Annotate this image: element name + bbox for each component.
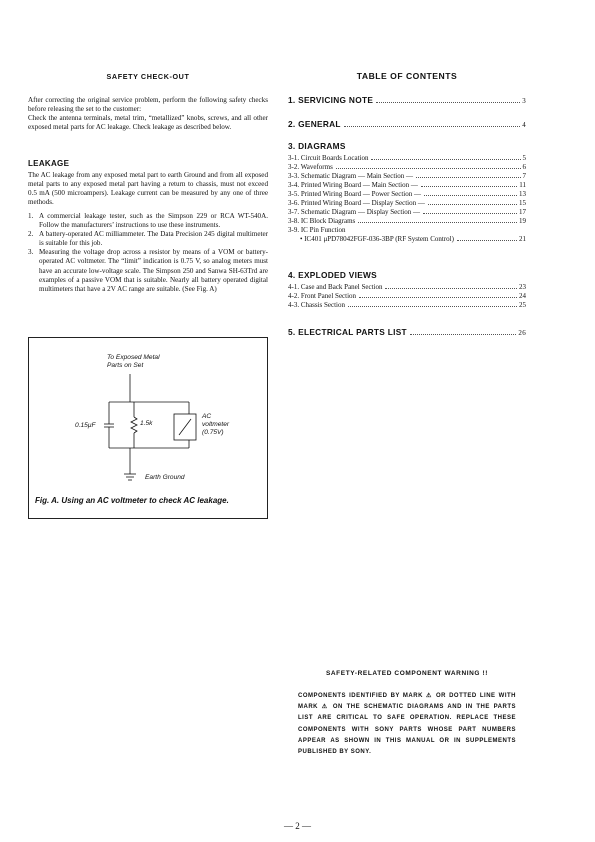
toc-entry-label: 1. SERVICING NOTE <box>288 95 374 105</box>
toc-entry[interactable] <box>288 190 526 199</box>
page-number: — 2 — <box>284 821 311 831</box>
method-number: 3. <box>28 248 34 257</box>
method-item <box>28 248 268 293</box>
toc-entry-label: 2. GENERAL <box>288 119 341 129</box>
toc-entry[interactable] <box>288 172 526 181</box>
toc-page-number: 21 <box>519 235 526 243</box>
toc-leader <box>421 186 517 187</box>
safety-check-text: Check the antenna terminals, metal trim, “metallized” knobs, screws, and all other exposed metal parts for AC leakage. Check leakage as described below. <box>28 114 268 132</box>
resistor-label: 1.5k <box>140 420 153 427</box>
capacitor-label: 0.15μF <box>75 422 96 429</box>
toc-leader <box>410 334 516 335</box>
figure-top-label-line1: To Exposed Metal <box>107 354 160 361</box>
toc-page-number: 11 <box>519 181 526 189</box>
toc-leader <box>358 222 517 223</box>
toc-entry[interactable] <box>288 199 526 208</box>
meter-label <box>202 413 229 437</box>
toc-entry[interactable] <box>288 301 526 310</box>
toc-entry[interactable] <box>288 163 526 172</box>
toc-entry-label: 3-2. Waveforms <box>288 163 333 171</box>
toc-leader <box>385 288 517 289</box>
safety-intro-text: After correcting the original service problem, perform the following safety checks before releasing the set to the customer: <box>28 96 268 114</box>
toc-entry[interactable] <box>288 292 526 301</box>
toc-entry-label: 3-8. IC Block Diagrams <box>288 217 356 225</box>
toc-leader <box>423 213 517 214</box>
toc-page-number: 24 <box>519 292 526 300</box>
figure-a-box <box>28 337 268 519</box>
toc-entry-label: 3-7. Schematic Diagram — Display Section — <box>288 208 420 216</box>
toc-entry[interactable] <box>288 217 526 226</box>
toc-page-number: 13 <box>519 190 526 198</box>
method-item <box>28 230 268 248</box>
methods-list <box>28 212 268 294</box>
toc-entry[interactable] <box>288 226 526 235</box>
toc-entry-label: 3-9. IC Pin Function <box>288 226 346 234</box>
toc-title: TABLE OF CONTENTS <box>356 71 458 81</box>
toc-page-number: 3 <box>522 97 526 105</box>
toc-entry[interactable] <box>288 283 526 292</box>
meter-label-line2: voltmeter <box>202 421 230 428</box>
toc-section-3 <box>288 141 526 244</box>
meter-label-line3: (0.75V) <box>202 429 224 436</box>
toc-page-number: 15 <box>519 199 526 207</box>
toc-entry[interactable] <box>288 235 526 244</box>
toc-entry[interactable] <box>288 119 526 129</box>
toc-page-number: 26 <box>518 329 526 337</box>
toc-section-5 <box>288 327 526 337</box>
method-item <box>28 212 268 230</box>
toc-page-number: 19 <box>519 217 526 225</box>
safety-intro <box>28 96 268 132</box>
toc-section-1 <box>288 95 526 105</box>
toc-entry-label: 3-6. Printed Wiring Board — Display Section — <box>288 199 425 207</box>
ground-label: Earth Ground <box>145 474 185 481</box>
toc-page-number: 23 <box>519 283 526 291</box>
toc-entry-label: 3-3. Schematic Diagram — Main Section — <box>288 172 413 180</box>
toc-page-number: 5 <box>522 154 526 162</box>
toc-entry-label: 3-1. Circuit Boards Location <box>288 154 369 162</box>
toc-leader <box>457 240 517 241</box>
toc-entry-label: 3-5. Printed Wiring Board — Power Section — <box>288 190 421 198</box>
toc-leader <box>359 297 517 298</box>
leakage-text: The AC leakage from any exposed metal part to earth Ground and from all exposed metal parts to any exposed metal part having a return to chassis, must not exceed 0.5 mA (500 microampers). Leakage current can be measured by any one of three methods. <box>28 171 268 207</box>
method-text: Measuring the voltage drop across a resistor by means of a VOM or battery-operated AC voltmeter. The “limit” indication is 0.75 V, so analog meters must have an accurate low-voltage scale. The Simpson 250 and Sanwa SH-63Trd are examples of a passive VOM that is suitable. Nearly all battery operated digital multimeters that have a 2V AC range are suitable. (See Fig. A) <box>39 248 268 293</box>
toc-leader <box>371 159 520 160</box>
toc-leader <box>416 177 521 178</box>
figure-top-label <box>107 354 160 370</box>
safety-checkout-title: SAFETY CHECK-OUT <box>106 72 190 81</box>
method-text: A battery-operated AC milliammeter. The Data Precision 245 digital multimeter is suitable for this job. <box>39 230 268 248</box>
toc-entry[interactable] <box>288 95 526 105</box>
leakage-heading: LEAKAGE <box>28 159 70 168</box>
toc-entry[interactable] <box>288 181 526 190</box>
toc-section-heading: 4. EXPLODED VIEWS <box>288 270 378 280</box>
toc-section-4 <box>288 270 526 310</box>
toc-leader <box>336 168 521 169</box>
figure-caption: Fig. A. Using an AC voltmeter to check AC leakage. <box>35 496 229 505</box>
toc-entry-label: 4-3. Chassis Section <box>288 301 345 309</box>
toc-leader <box>424 195 517 196</box>
figure-top-label-line2: Parts on Set <box>107 362 144 369</box>
method-number: 1. <box>28 212 34 220</box>
method-text: A commercial leakage tester, such as the Simpson 229 or RCA WT-540A. Follow the manufacturers’ instructions to use these instruments. <box>39 212 268 230</box>
toc-leader <box>376 102 520 103</box>
safety-warning-title: SAFETY-RELATED COMPONENT WARNING !! <box>325 670 489 677</box>
meter-label-line1: AC <box>202 413 212 420</box>
toc-page-number: 17 <box>519 208 526 216</box>
toc-entry[interactable] <box>288 208 526 217</box>
toc-page-number: 7 <box>522 172 526 180</box>
toc-entry[interactable] <box>288 327 526 337</box>
toc-entry-label: 5. ELECTRICAL PARTS LIST <box>288 327 407 337</box>
toc-section-heading: 3. DIAGRAMS <box>288 141 346 151</box>
toc-page-number: 4 <box>522 121 526 129</box>
toc-entry-label: 3-4. Printed Wiring Board — Main Section — <box>288 181 418 189</box>
safety-warning-body: COMPONENTS IDENTIFIED BY MARK ⚠ OR DOTTED LINE WITH MARK ⚠ ON THE SCHEMATIC DIAGRAMS AND IN THE PARTS LIST ARE CRITICAL TO SAFE OPERATION. REPLACE THESE COMPONENTS WITH SONY PARTS WHOSE PART NUMBERS APPEAR AS SHOWN IN THIS MANUAL OR IN SUPPLEMENTS PUBLISHED BY SONY. <box>298 693 516 756</box>
toc-entry-label: 4-1. Case and Back Panel Section <box>288 283 383 291</box>
toc-entry[interactable] <box>288 154 526 163</box>
toc-entry-label: 4-2. Front Panel Section <box>288 292 357 300</box>
method-number: 2. <box>28 230 34 239</box>
toc-page-number: 6 <box>522 163 526 171</box>
toc-entry-label: • IC401 μPD78042FGF-036-3BP (RF System Control) <box>300 235 454 243</box>
toc-leader <box>348 306 517 307</box>
toc-leader <box>344 126 520 127</box>
toc-section-2 <box>288 119 526 129</box>
toc-leader <box>428 204 517 205</box>
toc-page-number: 25 <box>519 301 526 309</box>
